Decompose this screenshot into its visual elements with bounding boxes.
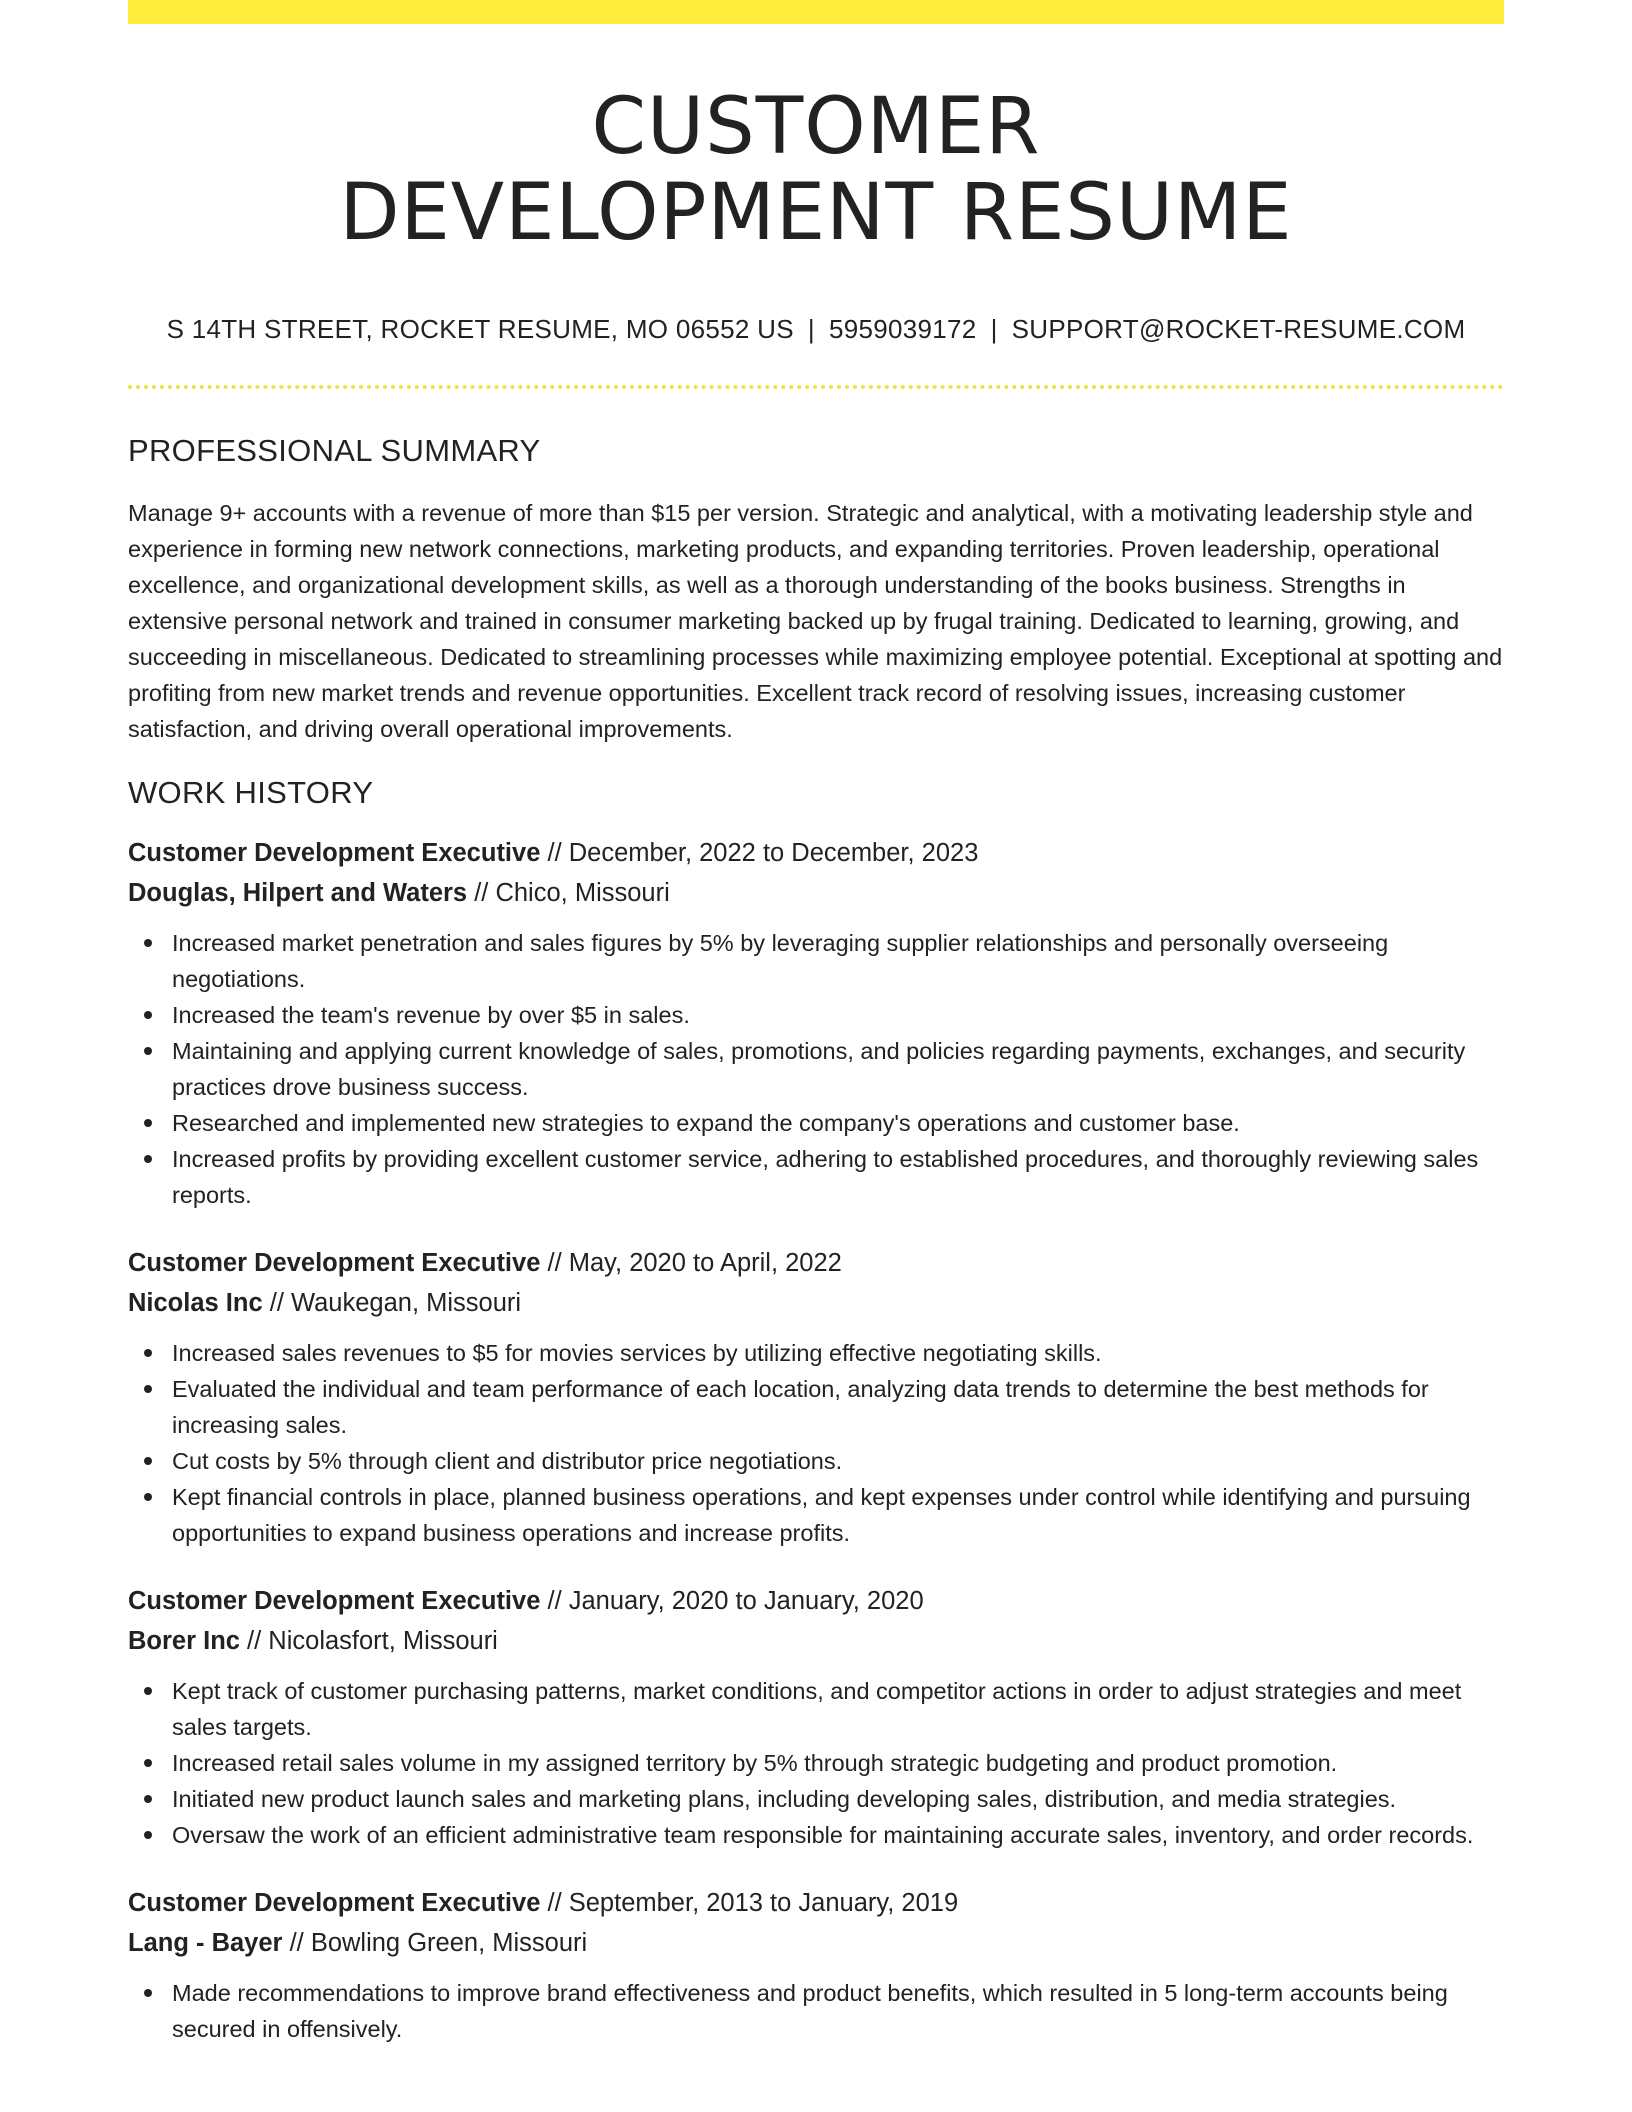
job-dates: // January, 2020 to January, 2020	[547, 1587, 924, 1615]
job-entry	[128, 1883, 1504, 2047]
job-bullets	[128, 1335, 1504, 1551]
job-bullet-item: Initiated new product launch sales and marketing plans, including developing sales, distribution, and media strategies.	[172, 1781, 1504, 1817]
job-bullet-item: Increased profits by providing excellent customer service, adhering to established procedures, and thoroughly reviewing sales reports.	[172, 1141, 1504, 1213]
job-title-line	[128, 833, 1504, 873]
job-company-line	[128, 1923, 1504, 1963]
job-company: Lang - Bayer	[128, 1929, 283, 1957]
summary-heading: PROFESSIONAL SUMMARY	[128, 433, 541, 468]
contact-separator: |	[807, 314, 815, 344]
job-bullet-item: Maintaining and applying current knowledge of sales, promotions, and policies regarding payments, exchanges, and security practices drove business success.	[172, 1033, 1504, 1105]
title-line-2: DEVELOPMENT RESUME	[339, 168, 1293, 258]
job-bullet-item: Evaluated the individual and team performance of each location, analyzing data trends to determine the best methods for increasing sales.	[172, 1371, 1504, 1443]
job-title-line	[128, 1243, 1504, 1283]
job-bullet-item: Increased sales revenues to $5 for movies services by utilizing effective negotiating skills.	[172, 1335, 1504, 1371]
job-company-line	[128, 1283, 1504, 1323]
contact-address: S 14TH STREET, ROCKET RESUME, MO 06552 US	[166, 314, 794, 344]
job-entry	[128, 1243, 1504, 1551]
job-title: Customer Development Executive	[128, 839, 541, 867]
job-bullet-item: Increased retail sales volume in my assigned territory by 5% through strategic budgeting and product promotion.	[172, 1745, 1504, 1781]
job-title-line	[128, 1581, 1504, 1621]
job-location: // Chico, Missouri	[474, 879, 670, 907]
job-dates: // December, 2022 to December, 2023	[547, 839, 979, 867]
job-location: // Bowling Green, Missouri	[289, 1929, 588, 1957]
job-title-line	[128, 1883, 1504, 1923]
job-bullet-item: Made recommendations to improve brand effectiveness and product benefits, which resulted in 5 long-term accounts being secured in offensively.	[172, 1975, 1504, 2047]
title-line-1: CUSTOMER	[591, 82, 1041, 172]
job-dates: // May, 2020 to April, 2022	[547, 1249, 842, 1277]
job-bullet-item: Oversaw the work of an efficient administrative team responsible for maintaining accurate sales, inventory, and order records.	[172, 1817, 1504, 1853]
job-dates: // September, 2013 to January, 2019	[547, 1889, 959, 1917]
contact-separator: |	[990, 314, 998, 344]
job-bullets	[128, 1975, 1504, 2047]
job-entry	[128, 1581, 1504, 1853]
job-title: Customer Development Executive	[128, 1587, 541, 1615]
resume-page	[128, 0, 1504, 2047]
job-company: Borer Inc	[128, 1627, 240, 1655]
job-bullet-item: Kept financial controls in place, planned business operations, and kept expenses under control while identifying and pursuing opportunities to expand business operations and increase profits.	[172, 1479, 1504, 1551]
job-entry	[128, 833, 1504, 1213]
job-bullet-item: Researched and implemented new strategies to expand the company's operations and customer base.	[172, 1105, 1504, 1141]
job-company-line	[128, 873, 1504, 913]
job-location: // Nicolasfort, Missouri	[247, 1627, 498, 1655]
contact-email: SUPPORT@ROCKET-RESUME.COM	[1011, 314, 1466, 344]
summary-text: Manage 9+ accounts with a revenue of more than $15 per version. Strategic and analytical, with a motivating leadership style and experience in forming new network connections, marketing products, and expanding territories. Proven leadership, operational excellence, and organizational development skills, as well as a thorough understanding of the books business. Strengths in extensive personal network and trained in consumer marketing backed up by frugal training. Dedicated to learning, growing, and succeeding in miscellaneous. Dedicated to streamlining processes while maximizing employee potential. Exceptional at spotting and profiting from new market trends and revenue opportunities. Excellent track record of resolving issues, increasing customer satisfaction, and driving overall operational improvements.	[128, 500, 1503, 742]
job-title: Customer Development Executive	[128, 1889, 541, 1917]
work-history-heading: WORK HISTORY	[128, 775, 374, 810]
job-bullets	[128, 1673, 1504, 1853]
header-divider	[128, 385, 1504, 389]
work-history-list	[128, 833, 1504, 2047]
job-company: Douglas, Hilpert and Waters	[128, 879, 468, 907]
job-title: Customer Development Executive	[128, 1249, 541, 1277]
job-company: Nicolas Inc	[128, 1289, 263, 1317]
top-accent-bar	[128, 0, 1504, 24]
resume-title	[128, 84, 1504, 256]
job-location: // Waukegan, Missouri	[269, 1289, 522, 1317]
job-bullet-item: Increased market penetration and sales figures by 5% by leveraging supplier relationships and personally overseeing negotiations.	[172, 925, 1504, 997]
contact-phone: 5959039172	[828, 314, 977, 344]
job-company-line	[128, 1621, 1504, 1661]
job-bullet-item: Cut costs by 5% through client and distributor price negotiations.	[172, 1443, 1504, 1479]
job-bullets	[128, 925, 1504, 1213]
job-bullet-item: Increased the team's revenue by over $5 in sales.	[172, 997, 1504, 1033]
contact-line	[128, 314, 1504, 345]
job-bullet-item: Kept track of customer purchasing patterns, market conditions, and competitor actions in order to adjust strategies and meet sales targets.	[172, 1673, 1504, 1745]
